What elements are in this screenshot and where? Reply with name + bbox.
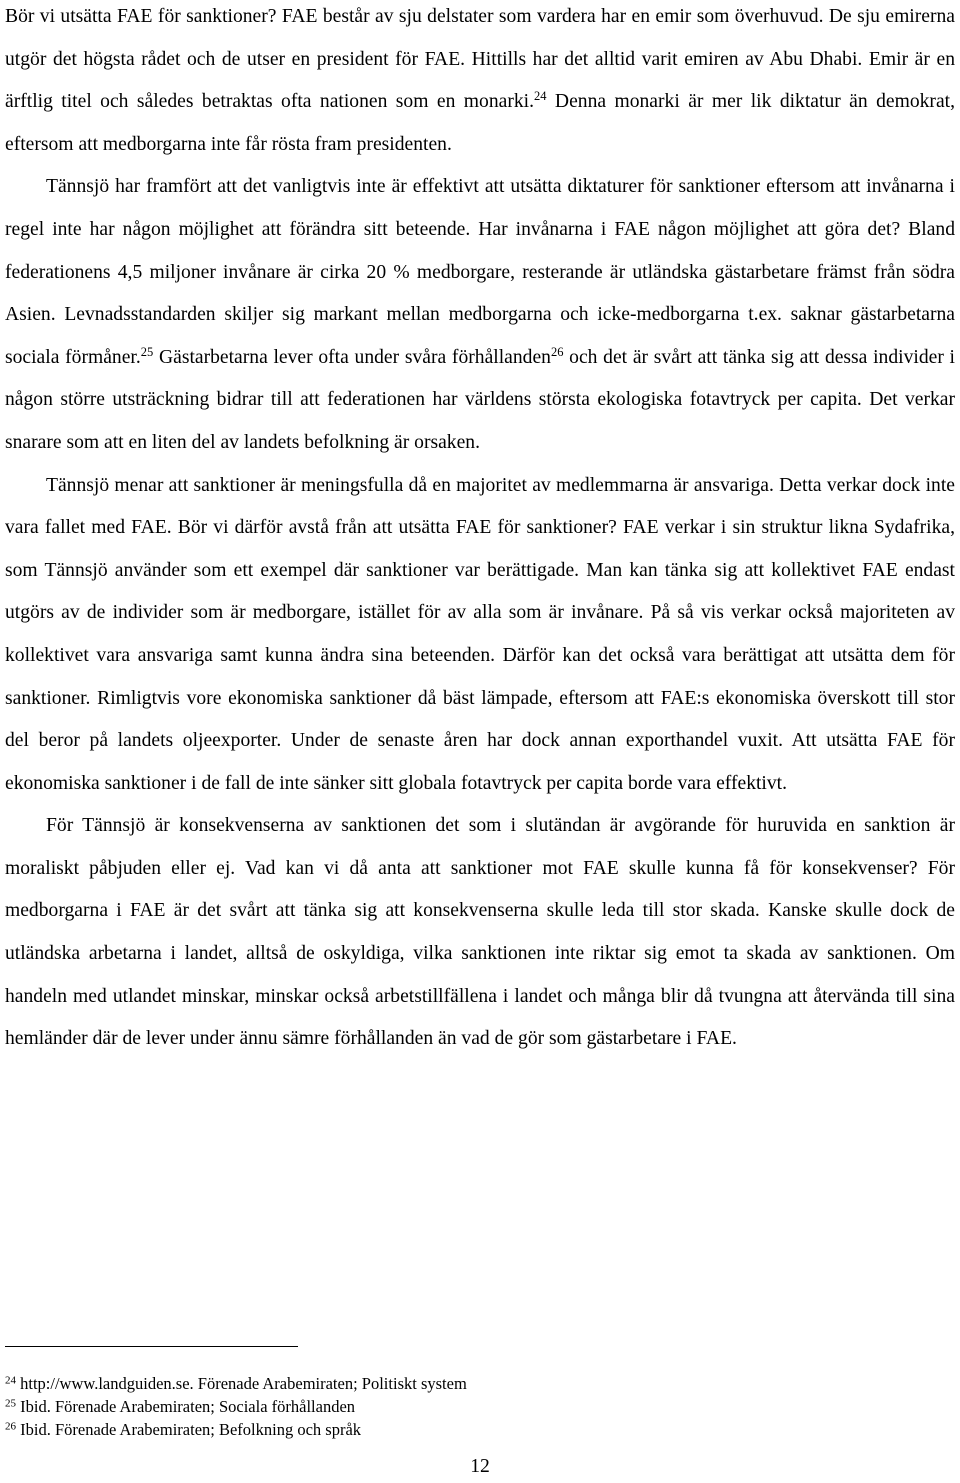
paragraph-2 [5,166,955,464]
paragraph-1-text-b: Denna monarki är mer lik diktatur än demokrat, eftersom att medborgarna inte får rösta fram presidenten. [5,91,955,155]
footnote-number: 24 [5,1374,16,1387]
footnote-number: 25 [5,1397,16,1410]
footnote-text: Ibid. Förenade Arabemiraten; Befolkning och språk [20,1420,362,1440]
paragraph-1-text-a: Bör vi utsätta FAE för sanktioner? FAE består av sju delstater som vardera har en emir som överhuvud. De sju emirerna utgör det högsta rådet och de utser en president för FAE. Hittills har det alltid varit emiren av Abu Dhabi. Emir är en ärftlig titel och således betraktas ofta nationen som en monarki. [5,6,955,113]
footnote-text: Ibid. Förenade Arabemiraten; Sociala förhållanden [20,1397,356,1417]
paragraph-2-text-c: och det är svårt att tänka sig att dessa individer i någon större utsträckning bidrar till att federationen har världens största ekologiska fotavtryck per capita. Det verkar snarare som att en liten del av landets befolkning är orsaken. [5,346,956,453]
footnote-separator [5,1346,298,1347]
footnote-24 [5,1372,905,1395]
paragraph-2-text-a: Tännsjö har framfört att det vanligtvis inte är effektivt att utsätta diktaturer för sanktioner eftersom att invånarna i regel inte har någon möjlighet att förändra sitt beteende. Har invånarna i FAE någon möjlighet att göra det? Bland federationens 4,5 miljoner invånare är cirka 20 % medborgare, resterande är utländska gästarbetare främst från södra Asien. Levnadsstandarden skiljer sig markant mellan medborgarna och icke-medborgarna t.ex. saknar gästarbetarna sociala förmåner. [5,176,955,368]
footnote-ref-25[interactable]: 25 [140,344,154,359]
footnote-26 [5,1418,905,1441]
paragraph-3: Tännsjö menar att sanktioner är meningsfulla då en majoritet av medlemmarna är ansvariga. Detta verkar dock inte vara fallet med FAE. Bör vi därför avstå från att utsätta FAE för sanktioner? FAE verkar i sin struktur likna Sydafrika, som Tännsjö använder som ett exempel där sanktioner var berättigade. Man kan tänka sig att kollektivet FAE endast utgörs av de individer som är medborgare, istället för av alla som är invånare. På så vis verkar också majoriteten av kollektivet vara ansvariga samt kunna ändra sina beteenden. Därför kan det också vara berättigat att utsätta dem för sanktioner. Rimligtvis vore ekonomiska sanktioner då bäst lämpade, eftersom att FAE:s ekonomiska överskott till stor del beror på landets oljeexporter. Under de senaste åren har dock annan exporthandel vuxit. Att utsätta FAE för ekonomiska sanktioner i de fall de inte sänker sitt globala fotavtryck per capita borde vara effektivt. [5,474,955,794]
footnote-number: 26 [5,1420,16,1433]
footnote-ref-24[interactable]: 24 [534,89,547,104]
footnote-text: http://www.landguiden.se. Förenade Arabemiraten; Politiskt system [20,1374,467,1393]
footnote-ref-26[interactable]: 26 [550,344,564,359]
footnotes [5,1372,905,1442]
paragraph-2-text-b: Gästarbetarna lever ofta under svåra förhållanden [153,346,551,368]
paragraph-4: För Tännsjö är konsekvenserna av sanktionen det som i slutändan är avgörande för huruvida en sanktion är moraliskt påbjuden eller ej. Vad kan vi då anta att sanktioner mot FAE skulle kunna få för konsekvenser? För medborgarna i FAE är det svårt att tänka sig att konsekvenserna skulle leda till stor skada. Kanske skulle dock de utländska arbetarna i landet, alltså de oskyldiga, vilka sanktionen inte riktar sig emot ta skada av sanktionen. Om handeln med utlandet minskar, minskar också arbetstillfällena i landet och många blir då tvungna att återvända till sina hemländer där de lever under ännu sämre förhållanden än vad de gör som gästarbetare i FAE. [5,815,955,1050]
page-number: 12 [470,1456,490,1477]
footnote-25 [5,1395,905,1418]
document-body [5,0,955,1061]
paragraph-1 [5,0,955,166]
